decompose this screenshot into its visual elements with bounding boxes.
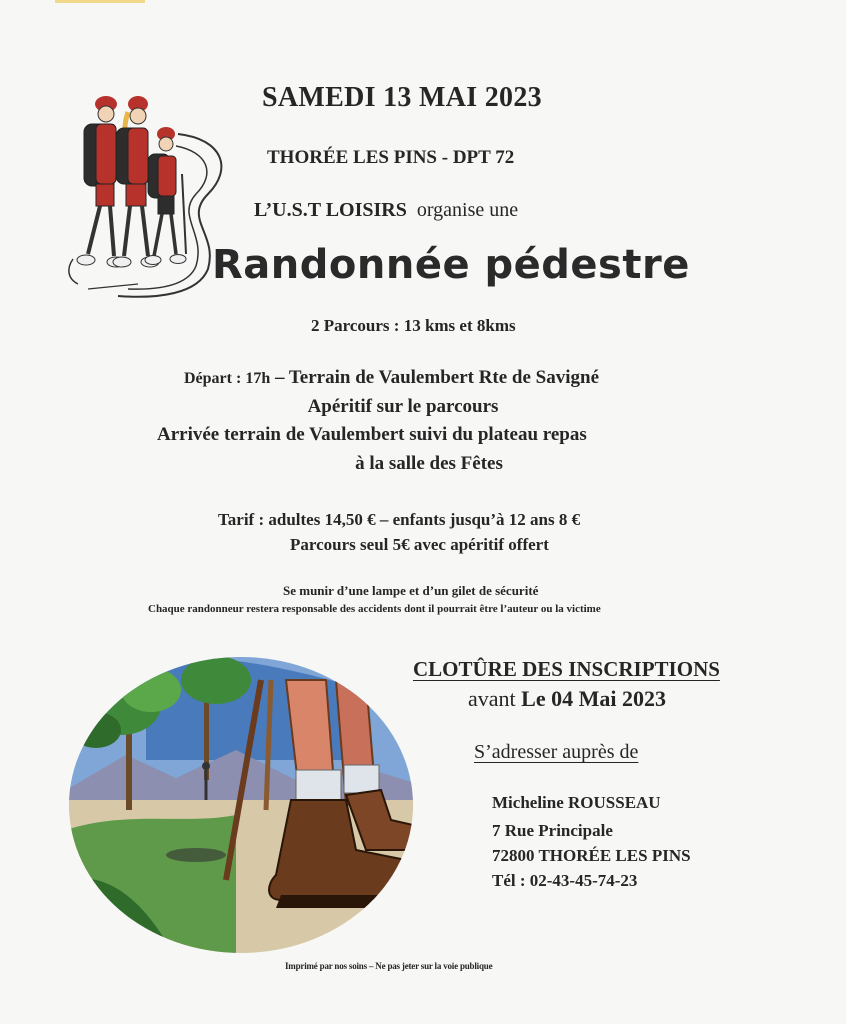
organizer-line bbox=[254, 199, 518, 222]
event-date: SAMEDI 13 MAI 2023 bbox=[262, 82, 542, 113]
deadline-date: Le 04 Mai 2023 bbox=[521, 686, 666, 711]
salle-line: à la salle des Fêtes bbox=[355, 453, 503, 474]
aperitif-line: Apéritif sur le parcours bbox=[307, 396, 499, 417]
responsibility-notice: Chaque randonneur restera responsable des accidents dont il pourrait être l’auteur ou la victime bbox=[148, 603, 601, 615]
safety-notice: Se munir d’une lampe et d’un gilet de sécurité bbox=[283, 583, 539, 598]
depart-line bbox=[184, 367, 599, 389]
arrivee-line: Arrivée terrain de Vaulembert suivi du plateau repas bbox=[157, 424, 587, 445]
registration-deadline-heading: CLOTÛRE DES INSCRIPTIONS bbox=[413, 657, 720, 681]
depart-time: Départ : 17h bbox=[184, 370, 271, 387]
registration-deadline bbox=[468, 686, 666, 712]
deadline-prefix: avant bbox=[468, 686, 522, 711]
print-footer: Imprimé par nos soins – Ne pas jeter sur la voie publique bbox=[285, 961, 493, 971]
boot-illustration bbox=[66, 650, 438, 960]
depart-place: – Terrain de Vaulembert Rte de Savigné bbox=[274, 367, 600, 388]
parcours-info: 2 Parcours : 13 kms et 8kms bbox=[311, 316, 516, 335]
parcours-seul-line: Parcours seul 5€ avec apéritif offert bbox=[290, 535, 549, 554]
hiker-3 bbox=[145, 127, 186, 265]
organizer-suffix: organise une bbox=[416, 199, 519, 221]
contact-heading: S’adresser auprès de bbox=[474, 741, 639, 763]
contact-phone: Tél : 02-43-45-74-23 bbox=[492, 871, 638, 890]
contact-street: 7 Rue Principale bbox=[492, 821, 613, 840]
hikers-illustration bbox=[58, 84, 233, 304]
contact-name: Micheline ROUSSEAU bbox=[492, 793, 661, 812]
event-headline: Randonnée pédestre bbox=[212, 242, 690, 288]
contact-city: 72800 THORÉE LES PINS bbox=[492, 846, 691, 865]
corner-tape-mark bbox=[55, 0, 145, 3]
event-location: THORÉE LES PINS - DPT 72 bbox=[267, 147, 515, 168]
organizer-name: L’U.S.T LOISIRS bbox=[254, 199, 407, 221]
tarif-line: Tarif : adultes 14,50 € – enfants jusqu’à 12 ans 8 € bbox=[218, 510, 581, 529]
